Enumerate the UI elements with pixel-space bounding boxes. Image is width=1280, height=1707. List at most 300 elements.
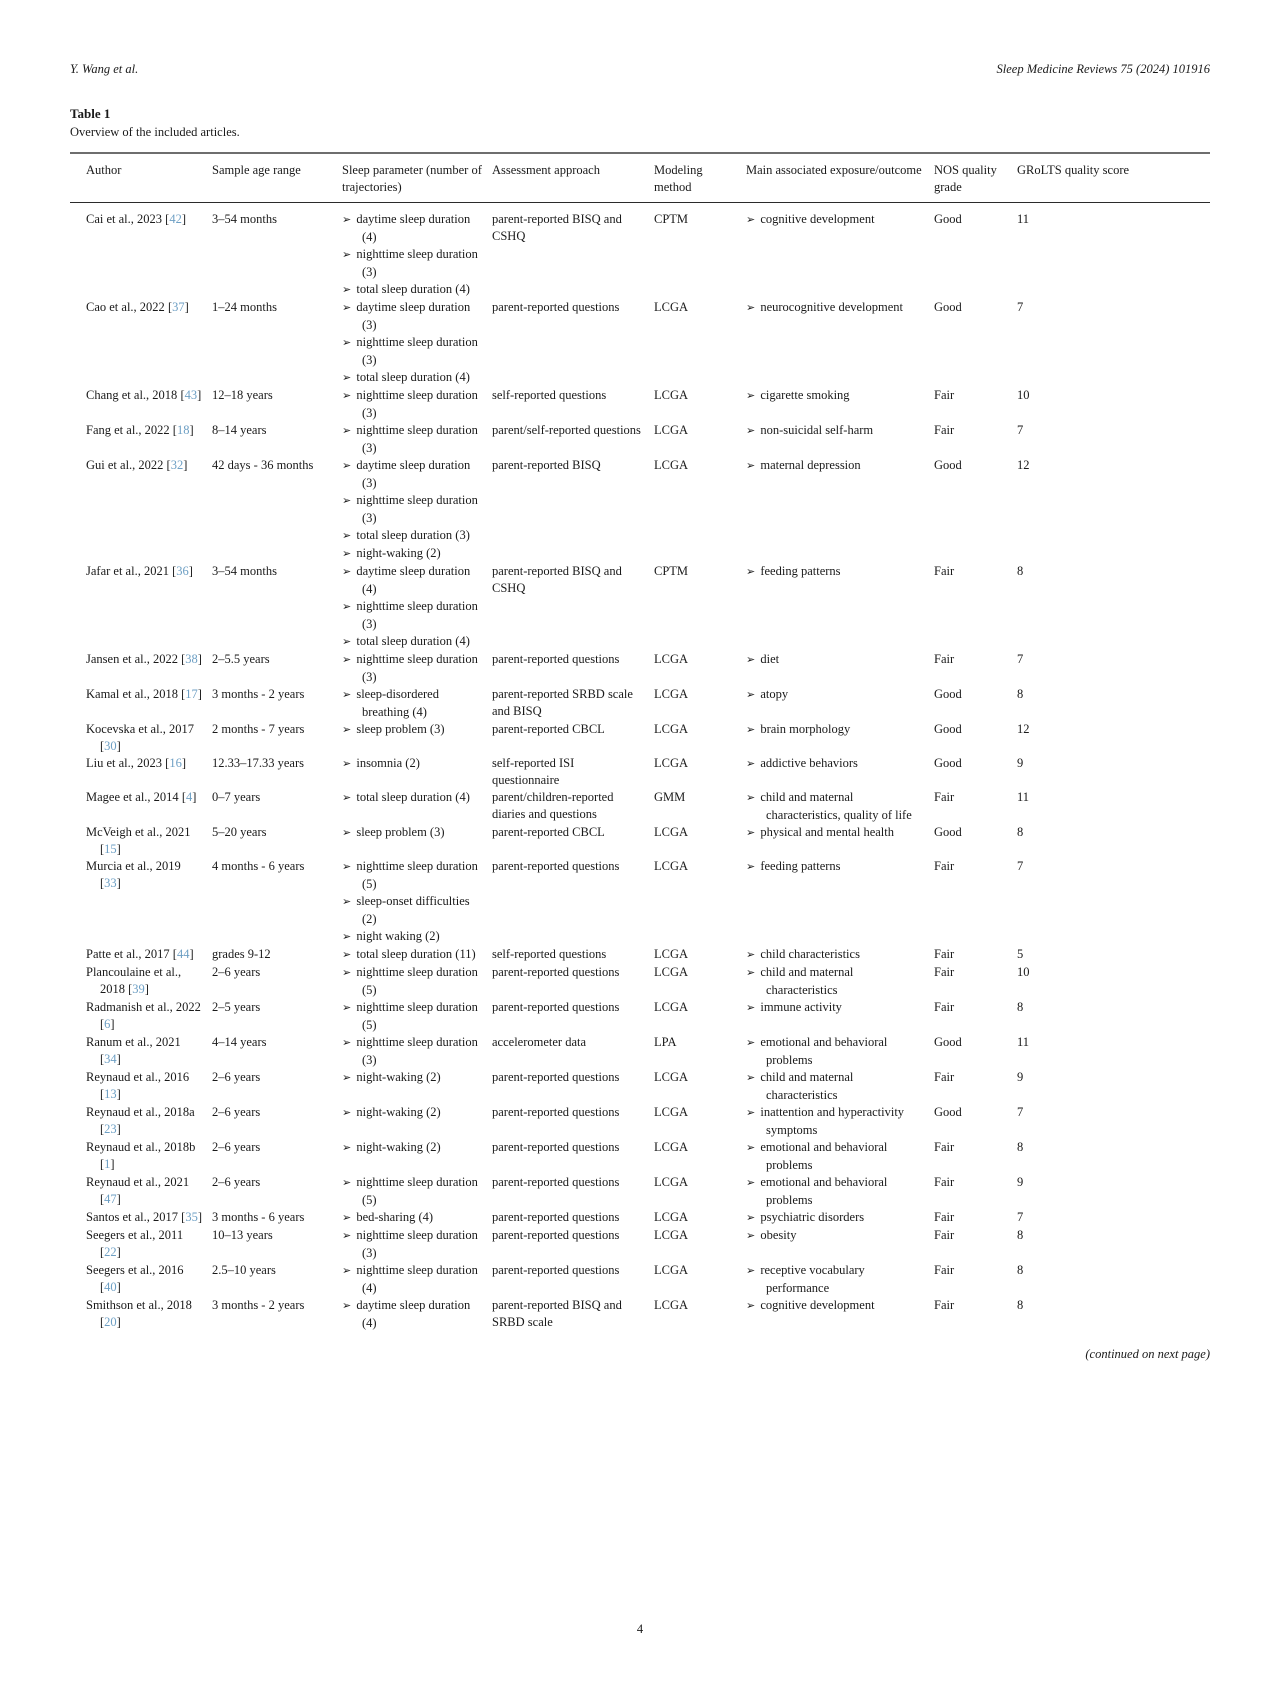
sleep-parameter-cell — [342, 999, 492, 1034]
bullet-text: feeding patterns — [757, 859, 841, 873]
page-content — [70, 0, 1210, 1362]
citation-bracket: [4] — [181, 790, 197, 804]
grolts-score-cell: 10 — [1017, 388, 1030, 402]
arrow-bullet-icon: ➢ — [342, 967, 354, 979]
bullet-text: immune activity — [757, 1000, 842, 1014]
bullet-text: emotional and behavioral problems — [757, 1140, 888, 1172]
bullet-text: atopy — [757, 687, 789, 701]
author-cell — [70, 964, 212, 999]
assessment-cell: parent-reported questions — [492, 1228, 620, 1242]
bullet-item — [746, 755, 924, 773]
col-header-sleep-parameter: Sleep parameter (number of trajectories) — [342, 153, 492, 203]
age-range-cell: 1–24 months — [212, 300, 277, 314]
bullet-item — [746, 563, 924, 581]
bullet-item — [342, 1139, 482, 1157]
arrow-bullet-icon: ➢ — [342, 1142, 354, 1154]
age-range-cell: 10–13 years — [212, 1228, 273, 1242]
nos-grade-cell: Fair — [934, 1263, 955, 1277]
bullet-text: obesity — [757, 1228, 797, 1242]
author-cell — [70, 686, 212, 721]
nos-grade-cell: Fair — [934, 965, 955, 979]
bullet-item — [746, 1174, 924, 1209]
citation-bracket: [16] — [165, 756, 186, 770]
bullet-item — [342, 334, 482, 369]
bullet-text: total sleep duration (11) — [353, 947, 476, 961]
bullet-text: cigarette smoking — [757, 388, 850, 402]
sleep-parameter-cell — [342, 422, 492, 457]
grolts-score-cell: 8 — [1017, 1000, 1024, 1014]
articles-table — [70, 152, 1210, 1332]
reference-link[interactable]: 34 — [104, 1052, 117, 1066]
author-cell — [70, 563, 212, 651]
bullet-text: total sleep duration (4) — [353, 370, 470, 384]
nos-grade-cell: Good — [934, 1105, 962, 1119]
age-range-cell: 2–6 years — [212, 1105, 261, 1119]
arrow-bullet-icon: ➢ — [342, 1072, 354, 1084]
assessment-cell: parent-reported BISQ and CSHQ — [492, 212, 622, 243]
arrow-bullet-icon: ➢ — [342, 372, 354, 384]
grolts-score-cell: 8 — [1017, 825, 1024, 839]
grolts-score-cell: 10 — [1017, 965, 1030, 979]
bullet-text: sleep problem (3) — [353, 722, 445, 736]
author-text: Kocevska et al., 2017 [30] — [86, 722, 194, 753]
col-header-outcome: Main associated exposure/outcome — [746, 153, 934, 203]
arrow-bullet-icon: ➢ — [342, 1212, 354, 1224]
bullet-text: night-waking (2) — [353, 1140, 441, 1154]
outcome-cell — [746, 858, 934, 946]
assessment-cell: parent-reported BISQ — [492, 458, 601, 472]
bullet-item — [342, 246, 482, 281]
age-range-cell: grades 9-12 — [212, 947, 271, 961]
reference-link[interactable]: 23 — [104, 1122, 117, 1136]
reference-link[interactable]: 20 — [104, 1315, 117, 1329]
arrow-bullet-icon: ➢ — [342, 337, 354, 349]
bullet-text: daytime sleep duration (3) — [353, 300, 471, 332]
assessment-cell: parent-reported questions — [492, 1263, 620, 1277]
reference-link[interactable]: 32 — [170, 458, 184, 472]
bullet-item — [746, 457, 924, 475]
bullet-text: night-waking (2) — [353, 546, 441, 560]
arrow-bullet-icon: ➢ — [342, 896, 354, 908]
author-cell — [70, 1174, 212, 1209]
author-text: Reynaud et al., 2018a [23] — [86, 1105, 195, 1136]
bullet-item — [342, 1297, 482, 1332]
age-range-cell: 3 months - 2 years — [212, 687, 305, 701]
continued-note: (continued on next page) — [1085, 1347, 1210, 1361]
reference-link[interactable]: 4 — [185, 790, 193, 804]
bullet-text: daytime sleep duration (4) — [353, 564, 471, 596]
author-text: Seegers et al., 2011 [22] — [86, 1228, 184, 1259]
author-text: Radmanish et al., 2022 [6] — [86, 1000, 201, 1031]
author-cell — [70, 1139, 212, 1174]
bullet-text: total sleep duration (3) — [353, 528, 470, 542]
bullet-item — [342, 545, 482, 563]
author-cell — [70, 299, 212, 387]
assessment-cell: parent-reported CBCL — [492, 722, 605, 736]
modeling-method-cell: LCGA — [654, 652, 689, 666]
citation-bracket: [35] — [181, 1210, 202, 1224]
reference-link[interactable]: 43 — [184, 388, 198, 402]
bullet-text: nighttime sleep duration (3) — [353, 493, 478, 525]
citation-bracket: [47] — [100, 1192, 121, 1206]
arrow-bullet-icon: ➢ — [746, 1230, 758, 1242]
bullet-item — [746, 387, 924, 405]
table-row — [70, 858, 1210, 946]
author-cell — [70, 1209, 212, 1227]
modeling-method-cell: LCGA — [654, 1140, 689, 1154]
author-text: Jafar et al., 2021 [36] — [86, 564, 193, 578]
bullet-item — [342, 755, 482, 773]
bullet-text: physical and mental health — [757, 825, 894, 839]
assessment-cell: self-reported questions — [492, 947, 607, 961]
citation-bracket: [32] — [166, 458, 188, 472]
grolts-score-cell: 5 — [1017, 947, 1024, 961]
arrow-bullet-icon: ➢ — [342, 390, 354, 402]
author-text: Fang et al., 2022 [18] — [86, 423, 194, 437]
modeling-method-cell: GMM — [654, 790, 686, 804]
bullet-item — [342, 1069, 482, 1087]
outcome-cell — [746, 203, 934, 300]
reference-link[interactable]: 42 — [169, 212, 182, 226]
author-text: Santos et al., 2017 [35] — [86, 1210, 202, 1224]
grolts-score-cell: 7 — [1017, 1210, 1024, 1224]
author-text: Smithson et al., 2018 [20] — [86, 1298, 192, 1329]
arrow-bullet-icon: ➢ — [342, 566, 354, 578]
reference-link[interactable]: 47 — [104, 1192, 117, 1206]
bullet-item — [342, 1174, 482, 1209]
age-range-cell: 2–5 years — [212, 1000, 261, 1014]
bullet-text: nighttime sleep duration (4) — [353, 1263, 478, 1295]
assessment-cell: parent/self-reported questions — [492, 423, 641, 437]
assessment-cell: parent-reported questions — [492, 1210, 620, 1224]
age-range-cell: 12.33–17.33 years — [212, 756, 304, 770]
modeling-method-cell: LCGA — [654, 859, 689, 873]
col-header-assessment: Assessment approach — [492, 153, 654, 203]
running-head — [70, 62, 1210, 77]
nos-grade-cell: Fair — [934, 947, 955, 961]
author-cell — [70, 824, 212, 858]
bullet-text: child and maternal characteristics, quality of life — [757, 790, 912, 822]
reference-link[interactable]: 13 — [104, 1087, 117, 1101]
table-row — [70, 755, 1210, 789]
modeling-method-cell: LCGA — [654, 388, 689, 402]
citation-bracket: [6] — [100, 1017, 115, 1031]
age-range-cell: 2–6 years — [212, 965, 261, 979]
citation-bracket: [33] — [100, 876, 121, 890]
outcome-cell — [746, 1139, 934, 1174]
arrow-bullet-icon: ➢ — [342, 861, 354, 873]
outcome-cell — [746, 1297, 934, 1332]
bullet-item — [746, 211, 924, 229]
running-head-journal: Sleep Medicine Reviews 75 (2024) 101916 — [996, 62, 1210, 76]
bullet-text: nighttime sleep duration (3) — [353, 1035, 478, 1067]
bullet-item — [342, 422, 482, 457]
outcome-cell — [746, 651, 934, 686]
assessment-cell: parent-reported questions — [492, 652, 620, 666]
assessment-cell: parent-reported questions — [492, 300, 620, 314]
col-header-modeling-method: Modeling method — [654, 153, 746, 203]
table-row — [70, 422, 1210, 457]
table-row — [70, 686, 1210, 721]
modeling-method-cell: LCGA — [654, 965, 689, 979]
bullet-text: receptive vocabulary performance — [757, 1263, 865, 1295]
author-cell — [70, 1034, 212, 1069]
author-text: McVeigh et al., 2021 [15] — [86, 825, 191, 856]
assessment-cell: parent-reported questions — [492, 1105, 620, 1119]
reference-link[interactable]: 33 — [104, 876, 117, 890]
assessment-cell: parent-reported questions — [492, 1175, 620, 1189]
citation-bracket: [43] — [180, 388, 202, 402]
age-range-cell: 4–14 years — [212, 1035, 267, 1049]
reference-link[interactable]: 37 — [172, 300, 185, 314]
arrow-bullet-icon: ➢ — [746, 302, 758, 314]
citation-bracket: [15] — [100, 842, 121, 856]
col-header-nos: NOS quality grade — [934, 153, 1017, 203]
nos-grade-cell: Good — [934, 212, 962, 226]
citation-bracket: [20] — [100, 1315, 121, 1329]
bullet-item — [342, 563, 482, 598]
bullet-text: daytime sleep duration (4) — [353, 1298, 471, 1330]
reference-link[interactable]: 39 — [132, 982, 145, 996]
nos-grade-cell: Good — [934, 756, 962, 770]
bullet-text: night waking (2) — [353, 929, 440, 943]
outcome-cell — [746, 789, 934, 824]
nos-grade-cell: Fair — [934, 1175, 955, 1189]
author-text: Reynaud et al., 2016 [13] — [86, 1070, 190, 1101]
bullet-text: nighttime sleep duration (3) — [353, 599, 478, 631]
age-range-cell: 2.5–10 years — [212, 1263, 276, 1277]
citation-bracket: [22] — [100, 1245, 121, 1259]
bullet-text: sleep-disordered breathing (4) — [353, 687, 439, 719]
bullet-item — [746, 824, 924, 842]
col-header-age: Sample age range — [212, 153, 342, 203]
nos-grade-cell: Fair — [934, 564, 955, 578]
citation-bracket: [30] — [100, 739, 121, 753]
reference-link[interactable]: 18 — [176, 423, 190, 437]
arrow-bullet-icon: ➢ — [342, 1107, 354, 1119]
author-text: Chang et al., 2018 [43] — [86, 388, 202, 402]
reference-link[interactable]: 40 — [104, 1280, 117, 1294]
author-cell — [70, 721, 212, 755]
outcome-cell — [746, 1262, 934, 1297]
bullet-item — [342, 946, 482, 964]
grolts-score-cell: 7 — [1017, 300, 1024, 314]
bullet-item — [342, 527, 482, 545]
author-text: Kamal et al., 2018 [17] — [86, 687, 202, 701]
page-number: 4 — [636, 1622, 644, 1636]
col-header-author: Author — [70, 153, 212, 203]
arrow-bullet-icon: ➢ — [746, 861, 758, 873]
age-range-cell: 2–6 years — [212, 1140, 261, 1154]
sleep-parameter-cell — [342, 1034, 492, 1069]
reference-link[interactable]: 15 — [104, 842, 117, 856]
arrow-bullet-icon: ➢ — [342, 758, 354, 770]
bullet-item — [342, 964, 482, 999]
bullet-text: cognitive development — [757, 212, 875, 226]
arrow-bullet-icon: ➢ — [746, 967, 758, 979]
arrow-bullet-icon: ➢ — [342, 1002, 354, 1014]
arrow-bullet-icon: ➢ — [746, 654, 758, 666]
table-row — [70, 651, 1210, 686]
reference-link[interactable]: 17 — [185, 687, 198, 701]
arrow-bullet-icon: ➢ — [746, 792, 758, 804]
author-text: Seegers et al., 2016 [40] — [86, 1263, 184, 1294]
table-row — [70, 789, 1210, 824]
sleep-parameter-cell — [342, 964, 492, 999]
table-row — [70, 1069, 1210, 1104]
arrow-bullet-icon: ➢ — [746, 1300, 758, 1312]
nos-grade-cell: Fair — [934, 652, 955, 666]
bullet-item — [342, 999, 482, 1034]
bullet-text: addictive behaviors — [757, 756, 858, 770]
modeling-method-cell: LCGA — [654, 1070, 689, 1084]
arrow-bullet-icon: ➢ — [746, 949, 758, 961]
table-caption: Overview of the included articles. — [70, 125, 240, 139]
bullet-item — [746, 964, 924, 999]
grolts-score-cell: 12 — [1017, 722, 1030, 736]
citation-bracket: [13] — [100, 1087, 121, 1101]
outcome-cell — [746, 387, 934, 422]
author-cell — [70, 651, 212, 686]
outcome-cell — [746, 422, 934, 457]
citation-bracket: [17] — [181, 687, 202, 701]
arrow-bullet-icon: ➢ — [746, 724, 758, 736]
modeling-method-cell: LCGA — [654, 756, 689, 770]
nos-grade-cell: Good — [934, 300, 962, 314]
nos-grade-cell: Good — [934, 687, 962, 701]
table-row — [70, 1174, 1210, 1209]
bullet-item — [746, 789, 924, 824]
arrow-bullet-icon: ➢ — [342, 724, 354, 736]
arrow-bullet-icon: ➢ — [746, 1002, 758, 1014]
bullet-item — [342, 686, 482, 721]
modeling-method-cell: LCGA — [654, 687, 689, 701]
outcome-cell — [746, 999, 934, 1034]
author-cell — [70, 755, 212, 789]
sleep-parameter-cell — [342, 457, 492, 563]
arrow-bullet-icon: ➢ — [342, 495, 354, 507]
bullet-item — [746, 858, 924, 876]
grolts-score-cell: 9 — [1017, 1070, 1024, 1084]
arrow-bullet-icon: ➢ — [342, 1037, 354, 1049]
sleep-parameter-cell — [342, 1262, 492, 1297]
age-range-cell: 3–54 months — [212, 212, 277, 226]
bullet-text: sleep problem (3) — [353, 825, 445, 839]
reference-link[interactable]: 44 — [176, 947, 190, 961]
sleep-parameter-cell — [342, 789, 492, 824]
author-text: Reynaud et al., 2018b [1] — [86, 1140, 196, 1171]
author-cell — [70, 457, 212, 563]
sleep-parameter-cell — [342, 203, 492, 300]
reference-link[interactable]: 22 — [104, 1245, 117, 1259]
citation-bracket: [18] — [172, 423, 194, 437]
bullet-item — [746, 1262, 924, 1297]
bullet-item — [746, 1069, 924, 1104]
bullet-text: total sleep duration (4) — [353, 790, 470, 804]
author-cell — [70, 999, 212, 1034]
age-range-cell: 3–54 months — [212, 564, 277, 578]
sleep-parameter-cell — [342, 755, 492, 789]
author-cell — [70, 789, 212, 824]
assessment-cell: parent-reported questions — [492, 965, 620, 979]
table-row — [70, 1139, 1210, 1174]
author-text: Cai et al., 2023 [42] — [86, 212, 186, 226]
nos-grade-cell: Good — [934, 825, 962, 839]
modeling-method-cell: LCGA — [654, 722, 689, 736]
bullet-text: nighttime sleep duration (3) — [353, 247, 478, 279]
table-row — [70, 563, 1210, 651]
reference-link[interactable]: 6 — [104, 1017, 111, 1031]
modeling-method-cell: LCGA — [654, 825, 689, 839]
running-head-authors: Y. Wang et al. — [70, 62, 139, 76]
bullet-item — [746, 1227, 924, 1245]
reference-link[interactable]: 30 — [104, 739, 117, 753]
reference-link[interactable]: 35 — [185, 1210, 198, 1224]
outcome-cell — [746, 1209, 934, 1227]
nos-grade-cell: Fair — [934, 1070, 955, 1084]
reference-link[interactable]: 36 — [176, 564, 189, 578]
reference-link[interactable]: 16 — [169, 756, 182, 770]
age-range-cell: 8–14 years — [212, 423, 267, 437]
author-cell — [70, 1069, 212, 1104]
age-range-cell: 2–6 years — [212, 1070, 261, 1084]
modeling-method-cell: LCGA — [654, 1228, 689, 1242]
sleep-parameter-cell — [342, 1139, 492, 1174]
sleep-parameter-cell — [342, 858, 492, 946]
nos-grade-cell: Fair — [934, 1228, 955, 1242]
outcome-cell — [746, 824, 934, 858]
bullet-item — [342, 492, 482, 527]
age-range-cell: 2 months - 7 years — [212, 722, 305, 736]
reference-link[interactable]: 38 — [185, 652, 198, 666]
bullet-item — [746, 1139, 924, 1174]
age-range-cell: 2–6 years — [212, 1175, 261, 1189]
arrow-bullet-icon: ➢ — [746, 214, 758, 226]
table-row — [70, 203, 1210, 300]
sleep-parameter-cell — [342, 686, 492, 721]
sleep-parameter-cell — [342, 1104, 492, 1139]
bullet-text: total sleep duration (4) — [353, 282, 470, 296]
arrow-bullet-icon: ➢ — [342, 827, 354, 839]
outcome-cell — [746, 755, 934, 789]
arrow-bullet-icon: ➢ — [342, 249, 354, 261]
outcome-cell — [746, 1104, 934, 1139]
author-cell — [70, 203, 212, 300]
author-text: Murcia et al., 2019 [33] — [86, 859, 181, 890]
bullet-text: nighttime sleep duration (5) — [353, 965, 478, 997]
bullet-text: daytime sleep duration (3) — [353, 458, 471, 490]
table-row — [70, 999, 1210, 1034]
bullet-text: nighttime sleep duration (5) — [353, 1000, 478, 1032]
arrow-bullet-icon: ➢ — [342, 1177, 354, 1189]
bullet-text: nighttime sleep duration (5) — [353, 1175, 478, 1207]
outcome-cell — [746, 563, 934, 651]
arrow-bullet-icon: ➢ — [342, 689, 354, 701]
arrow-bullet-icon: ➢ — [746, 1177, 758, 1189]
bullet-item — [342, 928, 482, 946]
table-row — [70, 721, 1210, 755]
assessment-cell: parent-reported SRBD scale and BISQ — [492, 687, 633, 718]
author-text: Plancoulaine et al., 2018 [39] — [86, 965, 182, 996]
reference-link[interactable]: 1 — [104, 1157, 111, 1171]
grolts-score-cell: 7 — [1017, 1105, 1024, 1119]
bullet-item — [342, 1034, 482, 1069]
arrow-bullet-icon: ➢ — [342, 1300, 354, 1312]
bullet-text: child characteristics — [757, 947, 860, 961]
bullet-item — [342, 457, 482, 492]
grolts-score-cell: 11 — [1017, 790, 1030, 804]
bullet-item — [342, 387, 482, 422]
